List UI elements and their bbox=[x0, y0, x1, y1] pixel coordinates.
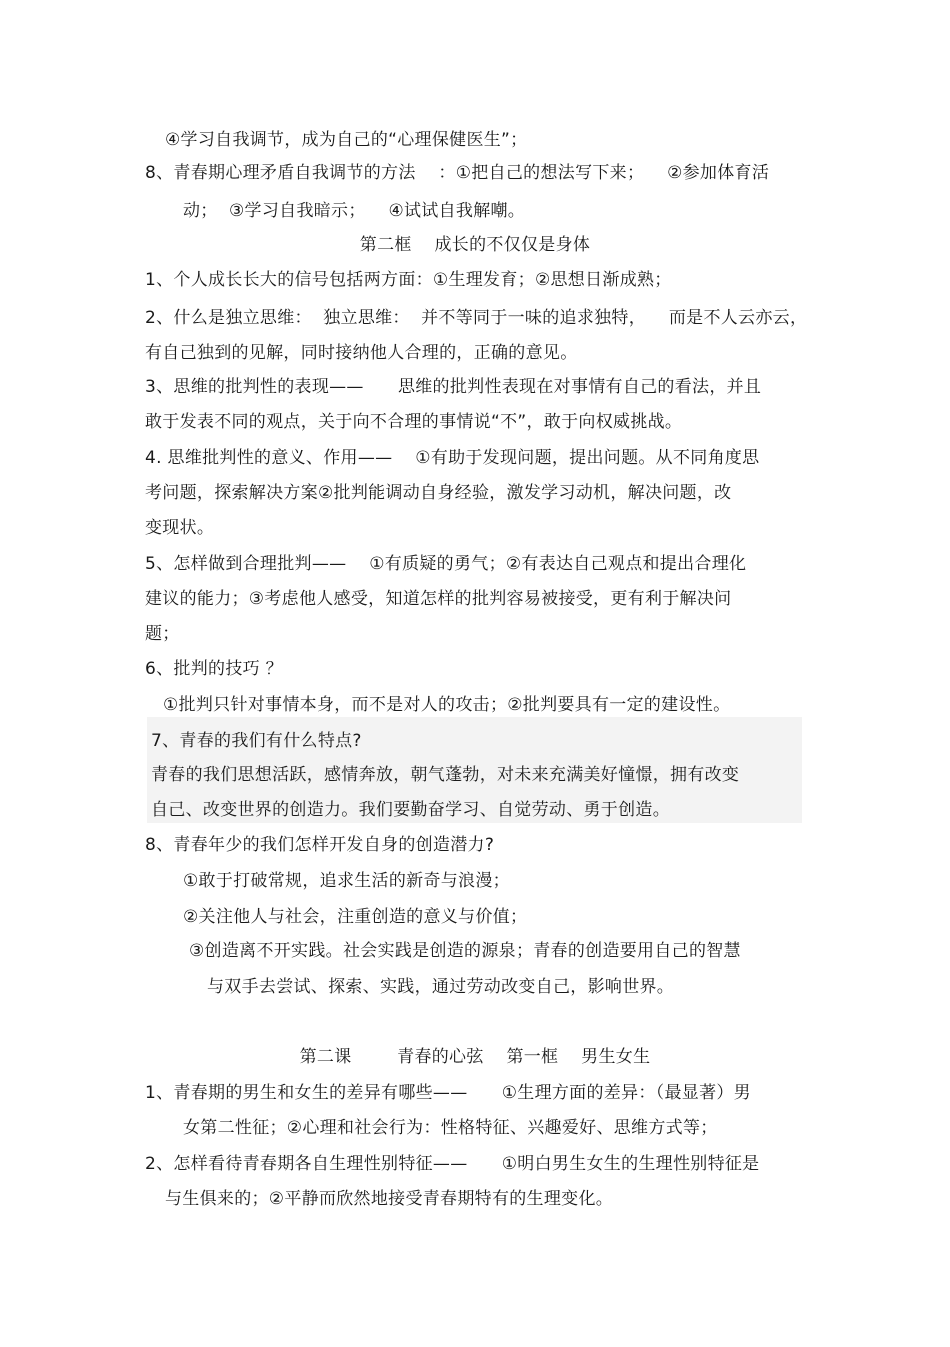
text-line: 8、青春期心理矛盾自我调节的方法 ：①把自己的想法写下来； ②参加体育活 bbox=[145, 163, 770, 183]
text-line: 自己、改变世界的创造力。我们要勤奋学习、自觉劳动、勇于创造。 bbox=[151, 800, 670, 820]
text-line: 有自己独到的见解，同时接纳他人合理的，正确的意见。 bbox=[145, 343, 578, 363]
text-line: ①批判只针对事情本身，而不是对人的攻击；②批判要具有一定的建设性。 bbox=[163, 695, 731, 715]
text-line: 动； ③学习自我暗示； ④试试自我解嘲。 bbox=[183, 201, 526, 221]
text-line: 考问题，探索解决方案②批判能调动自身经验，激发学习动机，解决问题，改 bbox=[145, 483, 732, 503]
text-line: 与生俱来的；②平静而欣然地接受青春期特有的生理变化。 bbox=[165, 1189, 614, 1209]
text-line: 2、什么是独立思维： 独立思维： 并不等同于一味的追求独特， 而是不人云亦云， bbox=[145, 308, 808, 328]
text-line: 青春的我们思想活跃，感情奔放，朝气蓬勃，对未来充满美好憧憬，拥有改变 bbox=[151, 765, 740, 785]
section-heading: 第二框 成长的不仅仅是身体 bbox=[359, 235, 591, 255]
text-line: 女第二性征；②心理和社会行为：性格特征、兴趣爱好、思维方式等； bbox=[183, 1118, 718, 1138]
list-item: ③创造离不开实践。社会实践是创造的源泉；青春的创造要用自己的智慧 bbox=[189, 941, 741, 961]
text-line: 1、青春期的男生和女生的差异有哪些—— ①生理方面的差异：（最显著）男 bbox=[145, 1083, 751, 1103]
text-line: 2、怎样看待青春期各自生理性别特征—— ①明白男生女生的生理性别特征是 bbox=[145, 1154, 760, 1174]
text-line: 8、青春年少的我们怎样开发自身的创造潜力? bbox=[145, 835, 495, 855]
text-line: 敢于发表不同的观点，关于向不合理的事情说“不”，敢于向权威挑战。 bbox=[145, 412, 683, 432]
text-line: 变现状。 bbox=[145, 518, 215, 538]
text-line: 1、个人成长长大的信号包括两方面：①生理发育；②思想日渐成熟； bbox=[145, 270, 672, 290]
text-line: 3、思维的批判性的表现—— 思维的批判性表现在对事情有自己的看法，并且 bbox=[145, 377, 762, 397]
text-line: ④学习自我调节，成为自己的“心理保健医生”； bbox=[165, 130, 528, 150]
text-line: 题； bbox=[145, 624, 180, 644]
text-line: 与双手去尝试、探索、实践，通过劳动改变自己，影响世界。 bbox=[207, 977, 675, 997]
section-heading: 第二课 青春的心弦 第一框 男生女生 bbox=[299, 1047, 651, 1067]
text-line: 7、青春的我们有什么特点? bbox=[151, 731, 362, 751]
text-line: 4. 思维批判性的意义、作用—— ①有助于发现问题，提出问题。从不同角度思 bbox=[145, 448, 760, 468]
list-item: ②关注他人与社会，注重创造的意义与价值； bbox=[183, 907, 528, 927]
text-line: 5、怎样做到合理批判—— ①有质疑的勇气；②有表达自己观点和提出合理化 bbox=[145, 554, 747, 574]
text-line: 建议的能力；③考虑他人感受，知道怎样的批判容易被接受，更有利于解决问 bbox=[145, 589, 732, 609]
list-item: ①敢于打破常规，追求生活的新奇与浪漫； bbox=[183, 871, 510, 891]
text-line: 6、批判的技巧 ？ bbox=[145, 659, 283, 679]
